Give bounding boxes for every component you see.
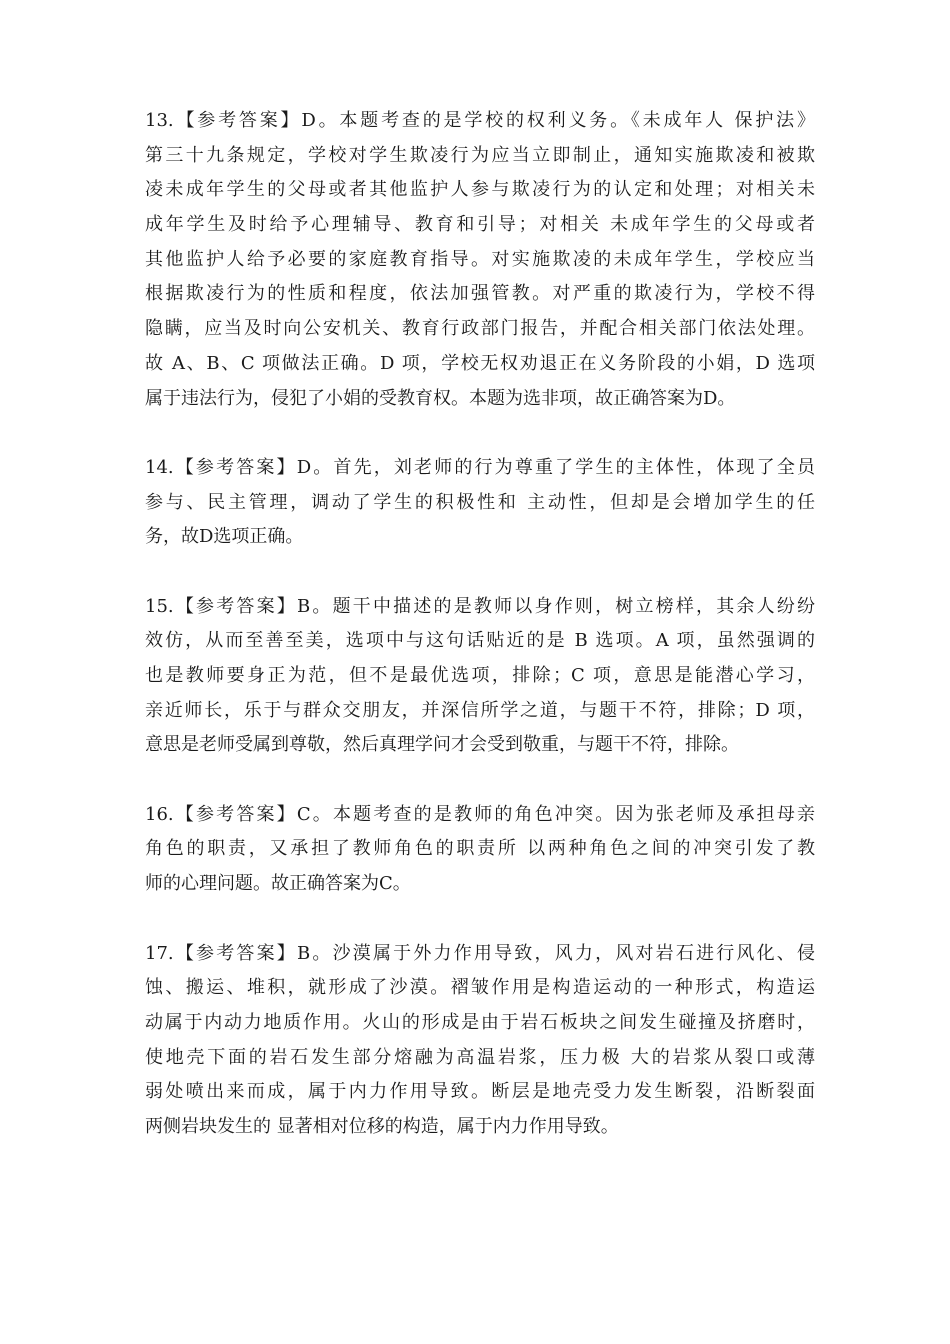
- text-line: 隐瞒，应当及时向公安机关、教育行政部门报告，并配合相关部门依法处理。: [145, 318, 815, 340]
- text-line: 角色的职责，又承担了教师角色的职责所 以两种角色之间的冲突引发了教: [145, 838, 815, 860]
- text-line: 也是教师要身正为范，但不是最优选项，排除；C 项，意思是能潜心学习，: [145, 665, 815, 686]
- text-line: 师的心理问题。故正确答案为C。: [145, 873, 411, 895]
- text-line: 16.【参考答案】C。本题考查的是教师的角色冲突。因为张老师及承担母亲: [145, 803, 815, 825]
- answer-13: [145, 104, 815, 416]
- text-line: 效仿，从而至善至美，选项中与这句话贴近的是 B 选项。A 项，虽然强调的: [145, 630, 815, 652]
- paragraph-gap: [145, 416, 815, 451]
- text-line: 其他监护人给予必要的家庭教育指导。对实施欺凌的未成年学生，学校应当: [145, 248, 815, 270]
- text-line: 使地壳下面的岩石发生部分熔融为高温岩浆，压力极 大的岩浆从裂口或薄: [145, 1046, 815, 1068]
- paragraph-gap: [145, 902, 815, 937]
- document-page: [145, 104, 815, 1145]
- answer-15: [145, 590, 815, 763]
- text-line: 弱处喷出来而成，属于内力作用导致。断层是地壳受力发生断裂，沿断裂面: [145, 1081, 815, 1103]
- text-line: 凌未成年学生的父母或者其他监护人参与欺凌行为的认定和处理；对相关未: [145, 179, 815, 201]
- text-line: 蚀、搬运、堆积，就形成了沙漠。褶皱作用是构造运动的一种形式，构造运: [145, 977, 815, 999]
- text-line: 属于违法行为，侵犯了小娟的受教育权。本题为选非项，故正确答案为D。: [145, 387, 736, 409]
- paragraph-gap: [145, 763, 815, 798]
- answer-17: [145, 937, 815, 1145]
- answer-16: [145, 798, 815, 902]
- text-line: 务，故D选项正确。: [145, 526, 304, 548]
- text-line: 动属于内动力地质作用。火山的形成是由于岩石板块之间发生碰撞及挤磨时，: [145, 1011, 815, 1033]
- text-line: 成年学生及时给予心理辅导、教育和引导；对相关 未成年学生的父母或者: [145, 214, 815, 236]
- paragraph-gap: [145, 555, 815, 590]
- text-line: 故 A、B、C 项做法正确。D 项，学校无权劝退正在义务阶段的小娟，D 选项: [145, 352, 815, 374]
- text-line: 17.【参考答案】B。沙漠属于外力作用导致，风力，风对岩石进行风化、侵: [145, 942, 815, 964]
- text-line: 15.【参考答案】B。题干中描述的是教师以身作则，树立榜样，其余人纷纷: [145, 595, 815, 617]
- answer-14: [145, 451, 815, 555]
- text-line: 第三十九条规定，学校对学生欺凌行为应当立即制止，通知实施欺凌和被欺: [145, 144, 815, 166]
- text-line: 两侧岩块发生的 显著相对位移的构造，属于内力作用导致。: [145, 1115, 619, 1137]
- text-line: 参与、民主管理，调动了学生的积极性和 主动性，但却是会增加学生的任: [145, 491, 815, 513]
- text-line: 14.【参考答案】D。首先，刘老师的行为尊重了学生的主体性，体现了全员: [145, 456, 815, 478]
- text-line: 根据欺凌行为的性质和程度，依法加强管教。对严重的欺凌行为，学校不得: [145, 283, 815, 305]
- text-line: 13.【参考答案】D。本题考查的是学校的权利义务。《未成年人 保护法》: [145, 110, 815, 131]
- text-line: 亲近师长，乐于与群众交朋友，并深信所学之道，与题干不符，排除；D 项，: [145, 699, 815, 721]
- text-line: 意思是老师受属到尊敬，然后真理学问才会受到敬重，与题干不符，排除。: [145, 734, 739, 756]
